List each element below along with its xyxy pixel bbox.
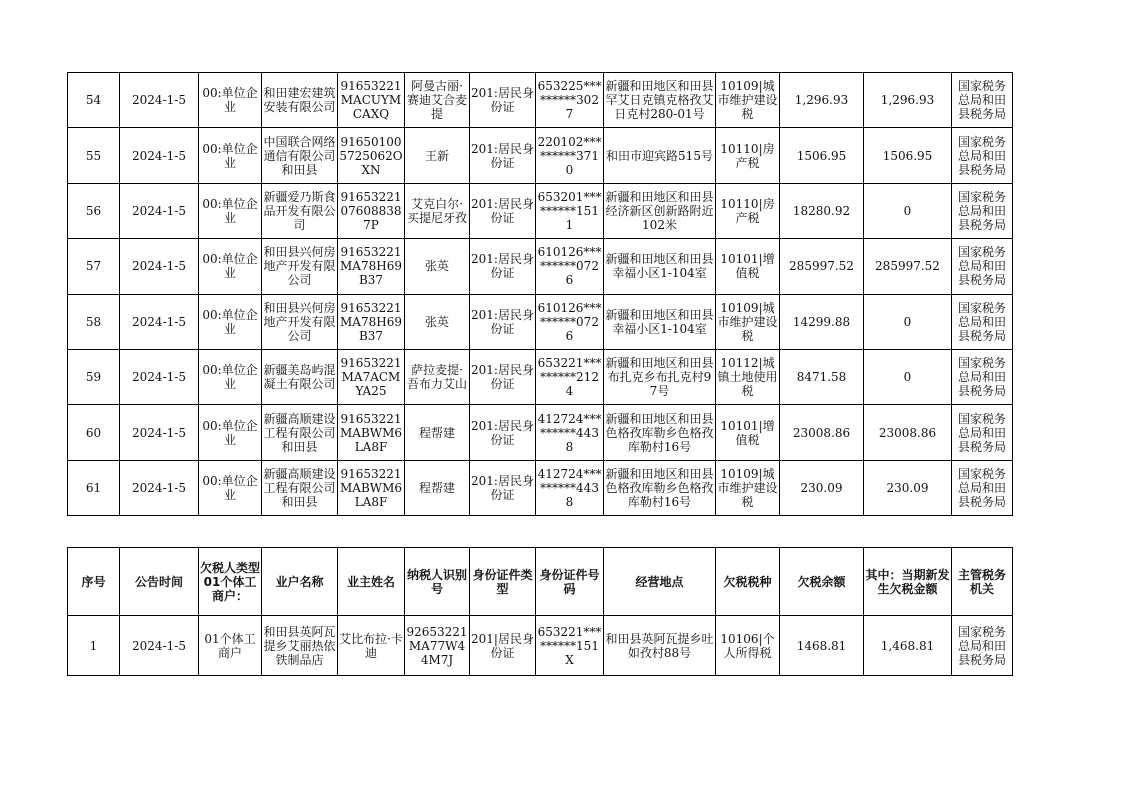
- cell-addr: 新疆和田地区和田县罕艾日克镇克格孜艾日克村280-01号: [605, 79, 714, 122]
- cell-owner: 张英: [424, 259, 449, 274]
- table-cell: [199, 460, 262, 515]
- cell-idtype: 201:居民身份证: [471, 86, 534, 115]
- cell-current: 0: [903, 370, 912, 385]
- table-cell: [120, 616, 199, 676]
- cell-addr: 新疆和田地区和田县色格孜库勒乡色格孜库勒村16号: [605, 411, 714, 454]
- cell-authority: 国家税务总局和田县税务局: [957, 134, 1006, 177]
- table-cell: [716, 460, 780, 515]
- table-cell: [120, 239, 199, 294]
- cell-owner: 程帮建: [418, 425, 455, 440]
- table-cell: [470, 460, 536, 515]
- header-authority: 主管税务机关: [952, 548, 1013, 616]
- table-cell: [405, 460, 470, 515]
- table-cell: [338, 349, 405, 404]
- header-taxid: 纳税人识别号: [405, 548, 470, 616]
- cell-type: 00:单位企业: [202, 196, 258, 225]
- cell-balance: 285997.52: [789, 259, 854, 274]
- cell-no: 59: [85, 370, 102, 385]
- cell-authority: 国家税务总局和田县税务局: [957, 466, 1006, 509]
- table-cell: [536, 294, 604, 349]
- table-cell: [604, 349, 716, 404]
- cell-type: 00:单位企业: [202, 473, 258, 502]
- table-cell: [68, 616, 120, 676]
- cell-addr: 新疆和田地区和田县经济新区创新路附近102米: [605, 189, 714, 232]
- cell-authority: 国家税务总局和田县税务局: [957, 300, 1006, 343]
- table-cell: [405, 616, 470, 676]
- cell-addr: 和田县英阿瓦提乡吐如孜村88号: [605, 631, 714, 660]
- cell-name: 和田县兴何房地产开发有限公司: [263, 300, 336, 343]
- table-cell: [780, 616, 864, 676]
- table-cell: [952, 294, 1013, 349]
- table-cell: [120, 128, 199, 183]
- table-cell: [68, 239, 120, 294]
- table-cell: [470, 294, 536, 349]
- cell-date: 2024-1-5: [132, 93, 186, 108]
- table-row: [68, 73, 1013, 128]
- table-cell: [338, 294, 405, 349]
- cell-type: 00:单位企业: [202, 252, 258, 281]
- table-cell: [405, 405, 470, 460]
- table-cell: [536, 128, 604, 183]
- cell-taxkind: 10101|增值税: [720, 418, 775, 447]
- header-addr: 经营地点: [604, 548, 716, 616]
- cell-idno: 412724*********4438: [537, 411, 602, 454]
- cell-current: 0: [903, 314, 912, 329]
- cell-name: 新疆高顺建设工程有限公司和田县: [263, 466, 336, 509]
- table-row: [68, 239, 1013, 294]
- table-cell: [68, 349, 120, 404]
- cell-date: 2024-1-5: [132, 480, 186, 495]
- table-cell: [952, 183, 1013, 238]
- table-cell: [780, 349, 864, 404]
- cell-owner: 艾比布拉·卡迪: [339, 631, 403, 660]
- table-row: [68, 183, 1013, 238]
- table-cell: [604, 460, 716, 515]
- cell-name: 和田县英阿瓦提乡艾丽热依铁制品店: [263, 624, 336, 667]
- cell-name: 和田县兴何房地产开发有限公司: [263, 245, 336, 288]
- table-cell: [780, 183, 864, 238]
- table-cell: [536, 616, 604, 676]
- cell-idno: 653221*********2124: [537, 356, 602, 399]
- table-cell: [338, 128, 405, 183]
- table-cell: [470, 239, 536, 294]
- cell-taxid: 916501005725062OXN: [339, 134, 403, 177]
- table-cell: [536, 349, 604, 404]
- table-cell: [716, 239, 780, 294]
- table-cell: [405, 73, 470, 128]
- table-cell: [68, 294, 120, 349]
- cell-current: 230.09: [886, 480, 929, 495]
- cell-date: 2024-1-5: [132, 638, 186, 653]
- cell-idno: 653201*********1511: [537, 189, 602, 232]
- cell-date: 2024-1-5: [132, 425, 186, 440]
- table-cell: [338, 239, 405, 294]
- table-cell: [470, 616, 536, 676]
- header-owner: 业主姓名: [338, 548, 405, 616]
- cell-no: 61: [85, 480, 102, 495]
- cell-owner: 艾克白尔·买提尼牙孜: [406, 196, 467, 225]
- cell-taxkind: 10109|城市维护建设税: [717, 300, 778, 343]
- table-cell: [716, 405, 780, 460]
- table-cell: [68, 405, 120, 460]
- cell-idtype: 201|居民身份证: [471, 631, 534, 660]
- table-cell: [262, 239, 338, 294]
- table-cell: [338, 460, 405, 515]
- cell-date: 2024-1-5: [132, 314, 186, 329]
- cell-date: 2024-1-5: [132, 259, 186, 274]
- table-cell: [338, 73, 405, 128]
- table-cell: [199, 294, 262, 349]
- cell-current: 23008.86: [878, 425, 937, 440]
- table-cell: [780, 239, 864, 294]
- cell-balance: 1468.81: [796, 638, 847, 653]
- cell-date: 2024-1-5: [132, 370, 186, 385]
- cell-name: 和田建宏建筑安装有限公司: [263, 86, 336, 115]
- table-cell: [536, 239, 604, 294]
- table-cell: [120, 460, 199, 515]
- cell-type: 00:单位企业: [202, 86, 258, 115]
- table-cell: [262, 460, 338, 515]
- table-row: [68, 349, 1013, 404]
- cell-balance: 23008.86: [792, 425, 851, 440]
- cell-addr: 新疆和田地区和田县幸福小区1-104室: [605, 252, 714, 281]
- table-cell: [952, 128, 1013, 183]
- table-cell: [262, 349, 338, 404]
- table-cell: [199, 349, 262, 404]
- tax-arrears-table-units: [67, 72, 1013, 516]
- cell-owner: 阿曼古丽·赛迪艾合麦提: [406, 79, 467, 122]
- table-cell: [338, 183, 405, 238]
- cell-no: 57: [85, 259, 102, 274]
- table-cell: [470, 183, 536, 238]
- cell-taxid: 91653221MABWM6LA8F: [339, 411, 403, 454]
- table-cell: [864, 460, 952, 515]
- table-cell: [604, 405, 716, 460]
- table-cell: [405, 349, 470, 404]
- cell-authority: 国家税务总局和田县税务局: [957, 189, 1006, 232]
- table-cell: [716, 128, 780, 183]
- table-cell: [199, 239, 262, 294]
- tax-arrears-table-individuals: [67, 547, 1013, 676]
- header-no: 序号: [68, 548, 120, 616]
- header-type: 欠税人类型01个体工商户：: [199, 548, 262, 616]
- cell-taxid: 91653221076088387P: [340, 189, 402, 232]
- cell-authority: 国家税务总局和田县税务局: [957, 356, 1006, 399]
- cell-taxid: 91653221MA78H69B37: [340, 300, 402, 343]
- header-name: 业户名称: [262, 548, 338, 616]
- table-cell: [864, 183, 952, 238]
- cell-no: 58: [85, 314, 102, 329]
- cell-taxkind: 10110|房产税: [720, 141, 775, 170]
- table-cell: [262, 128, 338, 183]
- table-cell: [780, 405, 864, 460]
- table-cell: [716, 616, 780, 676]
- cell-taxid: 91653221MACUYMCAXQ: [340, 79, 402, 122]
- header-idtype: 身份证件类型: [470, 548, 536, 616]
- cell-no: 54: [85, 93, 102, 108]
- table-cell: [952, 405, 1013, 460]
- table-cell: [405, 239, 470, 294]
- cell-idtype: 201:居民身份证: [471, 363, 534, 392]
- cell-authority: 国家税务总局和田县税务局: [957, 245, 1006, 288]
- cell-idtype: 201:居民身份证: [471, 252, 534, 281]
- cell-idtype: 201:居民身份证: [471, 141, 534, 170]
- cell-taxkind: 10112|城镇土地使用税: [717, 356, 778, 399]
- cell-current: 1,296.93: [880, 93, 935, 108]
- table-cell: [405, 128, 470, 183]
- table-cell: [68, 460, 120, 515]
- cell-idno: 412724*********4438: [537, 466, 602, 509]
- cell-name: 中国联合网络通信有限公司和田县: [263, 134, 336, 177]
- header-current: 其中：当期新发生欠税金额: [864, 548, 952, 616]
- table-cell: [68, 73, 120, 128]
- table-cell: [120, 294, 199, 349]
- cell-addr: 新疆和田地区和田县布扎克乡布扎克村97号: [605, 356, 714, 399]
- header-idno: 身份证件号码: [536, 548, 604, 616]
- table-cell: [604, 294, 716, 349]
- table-cell: [262, 616, 338, 676]
- table-row: [68, 405, 1013, 460]
- table-cell: [604, 73, 716, 128]
- table-cell: [604, 128, 716, 183]
- cell-taxkind: 10109|城市维护建设税: [717, 466, 778, 509]
- cell-owner: 张英: [424, 314, 449, 329]
- cell-balance: 230.09: [800, 480, 843, 495]
- table-cell: [338, 405, 405, 460]
- cell-name: 新疆高顺建设工程有限公司和田县: [263, 411, 336, 454]
- table-cell: [536, 460, 604, 515]
- cell-authority: 国家税务总局和田县税务局: [957, 624, 1006, 667]
- cell-balance: 14299.88: [792, 314, 851, 329]
- table-cell: [952, 616, 1013, 676]
- cell-balance: 18280.92: [792, 203, 851, 218]
- table-cell: [120, 349, 199, 404]
- table-row: [68, 294, 1013, 349]
- cell-authority: 国家税务总局和田县税务局: [957, 411, 1006, 454]
- table-cell: [262, 183, 338, 238]
- table-cell: [716, 183, 780, 238]
- table-cell: [604, 239, 716, 294]
- table-cell: [604, 616, 716, 676]
- cell-current: 285997.52: [875, 259, 940, 274]
- table-cell: [405, 183, 470, 238]
- table-cell: [780, 128, 864, 183]
- cell-no: 55: [85, 148, 102, 163]
- table-cell: [716, 73, 780, 128]
- cell-taxkind: 10110|房产税: [720, 196, 775, 225]
- table-cell: [120, 73, 199, 128]
- cell-current: 1506.95: [882, 148, 933, 163]
- table-cell: [405, 294, 470, 349]
- header-date: 公告时间: [120, 548, 199, 616]
- cell-idtype: 201:居民身份证: [471, 418, 534, 447]
- cell-idno: 653221*********151X: [537, 624, 602, 667]
- cell-no: 1: [89, 638, 98, 653]
- cell-taxid: 91653221MABWM6LA8F: [339, 466, 403, 509]
- cell-date: 2024-1-5: [132, 148, 186, 163]
- cell-addr: 和田市迎宾路515号: [606, 148, 713, 163]
- table-cell: [864, 128, 952, 183]
- cell-taxkind: 10109|城市维护建设税: [717, 79, 778, 122]
- cell-addr: 新疆和田地区和田县色格孜库勒乡色格孜库勒村16号: [605, 466, 714, 509]
- table-cell: [199, 405, 262, 460]
- table-cell: [536, 183, 604, 238]
- table-cell: [199, 183, 262, 238]
- table-cell: [864, 294, 952, 349]
- cell-taxid: 92653221MA77W44M7J: [406, 624, 468, 667]
- cell-balance: 1,296.93: [794, 93, 849, 108]
- table-cell: [780, 73, 864, 128]
- table-cell: [952, 73, 1013, 128]
- cell-name: 新疆爱乃斯食品开发有限公司: [263, 189, 336, 232]
- cell-type: 00:单位企业: [202, 141, 258, 170]
- table-cell: [716, 349, 780, 404]
- table-cell: [68, 183, 120, 238]
- cell-taxkind: 10106|个人所得税: [720, 631, 775, 660]
- table-cell: [536, 405, 604, 460]
- table-row: [68, 616, 1013, 676]
- cell-type: 00:单位企业: [202, 363, 258, 392]
- cell-idtype: 201:居民身份证: [471, 473, 534, 502]
- cell-taxid: 91653221MA7ACMYA25: [340, 356, 402, 399]
- table-cell: [864, 239, 952, 294]
- table-cell: [338, 616, 405, 676]
- cell-balance: 8471.58: [796, 370, 847, 385]
- cell-type: 00:单位企业: [202, 307, 258, 336]
- cell-current: 1,468.81: [880, 638, 935, 653]
- table-cell: [952, 239, 1013, 294]
- table-cell: [780, 460, 864, 515]
- table-cell: [262, 73, 338, 128]
- table-cell: [864, 349, 952, 404]
- table-row: [68, 128, 1013, 183]
- header-row: [68, 548, 1013, 616]
- table-cell: [716, 294, 780, 349]
- cell-idtype: 201:居民身份证: [471, 307, 534, 336]
- table-cell: [68, 128, 120, 183]
- table-cell: [604, 183, 716, 238]
- cell-date: 2024-1-5: [132, 203, 186, 218]
- table-cell: [470, 405, 536, 460]
- table-cell: [199, 73, 262, 128]
- table-cell: [952, 460, 1013, 515]
- table-cell: [864, 616, 952, 676]
- cell-owner: 程帮建: [418, 480, 455, 495]
- header-balance: 欠税余额: [780, 548, 864, 616]
- table-cell: [262, 294, 338, 349]
- cell-name: 新疆美岛屿混凝土有限公司: [263, 363, 336, 392]
- cell-balance: 1506.95: [796, 148, 847, 163]
- cell-type: 01个体工商户: [204, 631, 256, 660]
- cell-idno: 220102*********3710: [537, 134, 602, 177]
- cell-addr: 新疆和田地区和田县幸福小区1-104室: [605, 307, 714, 336]
- cell-idno: 653225*********3027: [537, 79, 602, 122]
- cell-taxkind: 10101|增值税: [720, 252, 775, 281]
- table-cell: [952, 349, 1013, 404]
- table-cell: [536, 73, 604, 128]
- table-cell: [199, 616, 262, 676]
- table-cell: [864, 405, 952, 460]
- table-cell: [864, 73, 952, 128]
- table-cell: [199, 128, 262, 183]
- cell-current: 0: [903, 203, 912, 218]
- cell-taxid: 91653221MA78H69B37: [340, 245, 402, 288]
- table-row: [68, 460, 1013, 515]
- cell-idno: 610126*********0726: [537, 245, 602, 288]
- header-taxkind: 欠税税种: [716, 548, 780, 616]
- cell-authority: 国家税务总局和田县税务局: [957, 79, 1006, 122]
- table-cell: [470, 349, 536, 404]
- cell-owner: 王新: [424, 148, 449, 163]
- table-cell: [262, 405, 338, 460]
- table-cell: [120, 183, 199, 238]
- cell-type: 00:单位企业: [202, 418, 258, 447]
- cell-no: 56: [85, 203, 102, 218]
- cell-owner: 萨拉麦提·吾布力艾山: [406, 363, 467, 392]
- cell-idtype: 201:居民身份证: [471, 196, 534, 225]
- table-cell: [120, 405, 199, 460]
- table-cell: [780, 294, 864, 349]
- table-cell: [470, 73, 536, 128]
- cell-no: 60: [85, 425, 102, 440]
- cell-idno: 610126*********0726: [537, 300, 602, 343]
- table-cell: [470, 128, 536, 183]
